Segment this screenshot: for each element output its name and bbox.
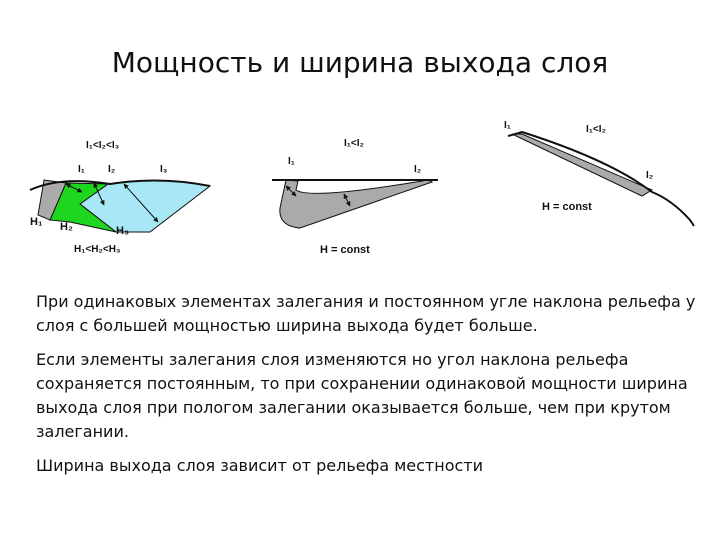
- middle-label-i2: I₂: [414, 164, 422, 175]
- right-condition-top: I₁<I₂: [586, 124, 606, 135]
- left-label-i1: I₁: [78, 164, 85, 175]
- middle-caption: H = const: [320, 244, 370, 256]
- right-label-i1: I₁: [504, 120, 511, 131]
- slide-title: Мощность и ширина выхода слоя: [111, 46, 609, 79]
- body-text: [36, 290, 696, 488]
- left-condition-top: I₁<I₂<I₃: [86, 140, 120, 151]
- right-label-i2: I₂: [646, 170, 654, 181]
- figure-relief-slope: [504, 120, 694, 226]
- left-label-i3: I₃: [160, 164, 168, 175]
- left-label-h2: H₂: [60, 221, 73, 233]
- figure-layer-thickness: [30, 140, 210, 255]
- left-condition-bottom: H₁<H₂<H₃: [74, 244, 121, 255]
- layer-inclined: [280, 180, 432, 228]
- middle-label-i1: I₁: [288, 156, 295, 167]
- paragraph-2: Если элементы залегания слоя изменяются но угол наклона рельефа сохраняется постоянным, то при сохранении одинаковой мощности ширина выхода слоя при пологом залегании оказывается больше, чем при крутом залегании.: [36, 350, 688, 441]
- left-label-h1: H₁: [30, 216, 43, 228]
- middle-condition-top: I₁<I₂: [344, 138, 364, 149]
- right-caption: H = const: [542, 201, 592, 213]
- paragraph-1: При одинаковых элементах залегания и постоянном угле наклона рельефа у слоя с большей мощностью ширина выхода будет больше.: [36, 292, 696, 335]
- left-label-h3: H₃: [116, 225, 130, 237]
- layer-slope: [512, 134, 652, 196]
- relief-line-right: [508, 132, 694, 226]
- figure-dip-angle: [272, 138, 438, 256]
- figures-panel: [0, 100, 720, 270]
- left-label-i2: I₂: [108, 164, 116, 175]
- paragraph-3: Ширина выхода слоя зависит от рельефа местности: [36, 456, 484, 475]
